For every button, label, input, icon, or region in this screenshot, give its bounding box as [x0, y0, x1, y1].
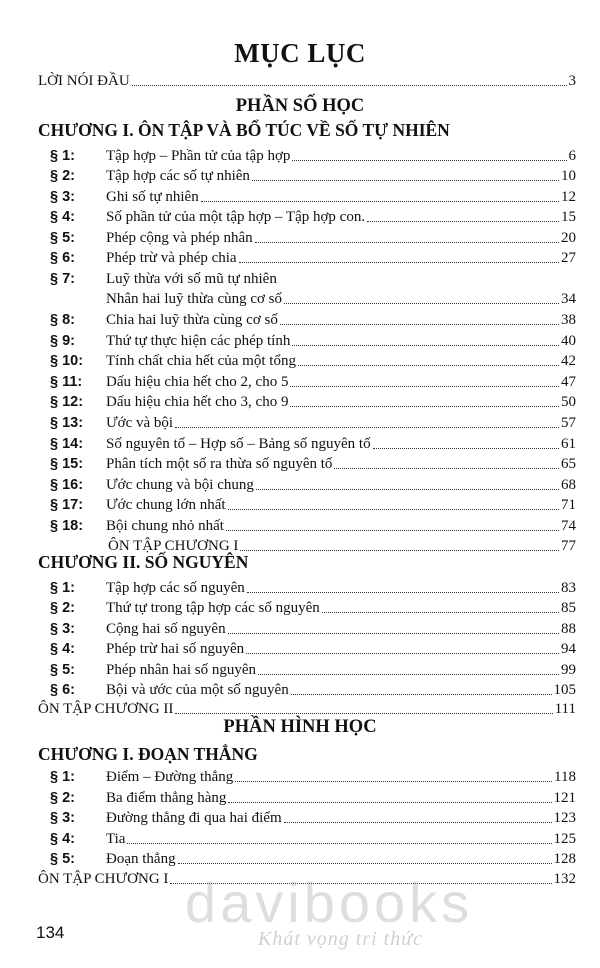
entry-title: Phép trừ và phép chia	[106, 250, 237, 266]
entry-page: 111	[554, 701, 576, 717]
entry-page: 83	[561, 580, 576, 596]
toc-entry[interactable]	[50, 309, 576, 329]
entry-page: 50	[561, 394, 576, 410]
entry-page: 132	[553, 871, 576, 887]
toc-entry[interactable]	[50, 766, 576, 786]
entry-title: Ba điểm thẳng hàng	[106, 790, 227, 806]
watermark-slogan: Khát vọng tri thức	[258, 928, 424, 950]
leader-dots	[175, 427, 559, 428]
entry-page: 57	[561, 415, 576, 431]
leader-dots	[132, 85, 567, 86]
section-number: § 1:	[50, 769, 75, 785]
leader-dots	[284, 822, 552, 823]
entry-title: Bội chung nhỏ nhất	[106, 518, 224, 534]
section-number: § 4:	[50, 831, 75, 847]
entry-page: 88	[561, 621, 576, 637]
page-title: MỤC LỤC	[234, 38, 366, 68]
entry-page: 40	[561, 333, 576, 349]
entry-page: 74	[561, 518, 576, 534]
leader-dots	[298, 365, 559, 366]
section-number: § 5:	[50, 851, 75, 867]
entry-title: Thứ tự thực hiện các phép tính	[106, 333, 291, 349]
section-number: § 5:	[50, 662, 75, 678]
entry-title: Bội và ước của một số nguyên	[106, 682, 289, 698]
section-number: § 6:	[50, 682, 75, 698]
toc-entry[interactable]	[50, 577, 576, 597]
entry-page: 128	[553, 851, 576, 867]
leader-dots	[292, 345, 559, 346]
entry-page: 121	[553, 790, 576, 806]
leader-dots	[290, 406, 559, 407]
toc-entry[interactable]	[50, 787, 576, 807]
toc-entry[interactable]	[50, 828, 576, 848]
leader-dots	[290, 386, 559, 387]
section-number: § 7:	[50, 271, 75, 287]
toc-entry[interactable]	[50, 350, 576, 370]
section-number: § 4:	[50, 209, 75, 225]
section-number: § 4:	[50, 641, 75, 657]
toc-entry[interactable]	[50, 165, 576, 185]
leader-dots	[280, 324, 559, 325]
section-number: § 6:	[50, 250, 75, 266]
entry-title: Ước chung lớn nhất	[106, 497, 226, 513]
leader-dots	[373, 448, 559, 449]
toc-entry[interactable]	[50, 618, 576, 638]
entry-page: 85	[561, 600, 576, 616]
leader-dots	[127, 843, 551, 844]
toc-entry[interactable]	[50, 206, 576, 226]
toc-entry[interactable]	[50, 186, 576, 206]
entry-page: 20	[561, 230, 576, 246]
entry-title: Tập hợp các số tự nhiên	[106, 168, 250, 184]
entry-page: 12	[561, 189, 576, 205]
entry-page: 99	[561, 662, 576, 678]
toc-entry[interactable]	[50, 433, 576, 453]
toc-entry[interactable]	[50, 268, 576, 288]
entry-title: Cộng hai số nguyên	[106, 621, 226, 637]
toc-entry[interactable]	[50, 371, 576, 391]
entry-page: 123	[553, 810, 576, 826]
entry-page: 10	[561, 168, 576, 184]
leader-dots	[246, 653, 559, 654]
toc-intro-text: LỜI NÓI ĐẦU	[38, 73, 130, 89]
section-number: § 2:	[50, 600, 75, 616]
toc-entry[interactable]	[50, 494, 576, 514]
section-number: § 2:	[50, 790, 75, 806]
chapter-2-title: CHƯƠNG II. SỐ NGUYÊN	[38, 552, 249, 572]
entry-title: Đường thẳng đi qua hai điểm	[106, 810, 282, 826]
leader-dots	[252, 180, 559, 181]
toc-entry[interactable]	[50, 247, 576, 267]
leader-dots	[226, 530, 559, 531]
entry-page: 68	[561, 477, 576, 493]
entry-page: 125	[553, 831, 576, 847]
toc-entry[interactable]	[50, 227, 576, 247]
toc-intro[interactable]	[38, 70, 576, 90]
entry-page: 15	[561, 209, 576, 225]
toc-entry[interactable]	[50, 807, 576, 827]
toc-entry[interactable]	[50, 638, 576, 658]
entry-title: Dấu hiệu chia hết cho 2, cho 5	[106, 374, 289, 390]
section-number: § 10:	[50, 353, 84, 369]
part-heading-arithmetic: PHẦN SỐ HỌC	[235, 96, 365, 116]
section-number: § 11:	[50, 374, 83, 390]
leader-dots	[240, 550, 559, 551]
toc-intro-page: 3	[568, 73, 576, 89]
chapter-1-title: CHƯƠNG I. ÔN TẬP VÀ BỔ TÚC VỀ SỐ TỰ NHIÊN	[38, 120, 450, 140]
leader-dots	[178, 863, 552, 864]
entry-title: Phép nhân hai số nguyên	[106, 662, 256, 678]
entry-title: Số phần tử của một tập hợp – Tập hợp con.	[106, 209, 366, 225]
entry-title: Nhân hai luỹ thừa cùng cơ số	[106, 291, 283, 307]
entry-title: Ước chung và bội chung	[106, 477, 254, 493]
toc-entry-continued[interactable]	[106, 288, 576, 308]
section-number: § 18:	[50, 518, 84, 534]
entry-page: 65	[561, 456, 576, 472]
section-number: § 15:	[50, 456, 84, 472]
leader-dots	[256, 489, 559, 490]
section-number: § 5:	[50, 230, 75, 246]
leader-dots	[258, 674, 559, 675]
toc-entry[interactable]	[50, 412, 576, 432]
entry-title: Số nguyên tố – Hợp số – Bảng số nguyên tố	[106, 436, 371, 452]
toc-entry[interactable]	[50, 597, 576, 617]
part-heading-geometry: PHẦN HÌNH HỌC	[223, 717, 377, 737]
entry-page: 77	[561, 538, 576, 554]
entry-title: Chia hai luỹ thừa cùng cơ số	[106, 312, 278, 328]
section-number: § 2:	[50, 168, 75, 184]
watermark-brand: davibooks	[185, 871, 474, 934]
entry-page: 61	[561, 436, 576, 452]
entry-page: 6	[568, 148, 576, 164]
entry-page: 34	[561, 291, 576, 307]
entry-title: Phân tích một số ra thừa số nguyên tố	[106, 456, 333, 472]
leader-dots	[201, 201, 559, 202]
toc-entry[interactable]	[50, 515, 576, 535]
leader-dots	[228, 509, 559, 510]
entry-page: 105	[553, 682, 576, 698]
toc-entry[interactable]	[50, 474, 576, 494]
entry-title: Đoạn thẳng	[106, 851, 176, 867]
toc-entry[interactable]	[50, 453, 576, 473]
entry-page: 47	[561, 374, 576, 390]
section-number: § 12:	[50, 394, 84, 410]
leader-dots	[322, 612, 559, 613]
entry-title: Tập hợp – Phần tử của tập hợp	[106, 148, 291, 164]
section-number: § 13:	[50, 415, 84, 431]
leader-dots	[284, 303, 559, 304]
toc-entry[interactable]	[50, 848, 576, 868]
leader-dots	[228, 633, 559, 634]
entry-page: 42	[561, 353, 576, 369]
section-number: § 3:	[50, 810, 75, 826]
section-number: § 14:	[50, 436, 84, 452]
entry-title: Tập hợp các số nguyên	[106, 580, 245, 596]
chapter-geometry-title: CHƯƠNG I. ĐOẠN THẲNG	[38, 744, 258, 764]
toc-entry[interactable]	[50, 679, 576, 699]
leader-dots	[255, 242, 559, 243]
entry-title: Dấu hiệu chia hết cho 3, cho 9	[106, 394, 289, 410]
entry-title: Phép trừ hai số nguyên	[106, 641, 245, 657]
leader-dots	[175, 713, 552, 714]
toc-entry[interactable]	[50, 659, 576, 679]
entry-page: 118	[554, 769, 576, 785]
entry-title: Luỹ thừa với số mũ tự nhiên	[106, 271, 277, 287]
section-number: § 3:	[50, 189, 75, 205]
page-number: 134	[36, 923, 65, 942]
section-number: § 16:	[50, 477, 84, 493]
entry-page: 94	[561, 641, 576, 657]
leader-dots	[334, 468, 559, 469]
entry-title: Tính chất chia hết của một tổng	[106, 353, 296, 369]
toc-entry[interactable]	[50, 145, 576, 165]
entry-title: ÔN TẬP CHƯƠNG II	[38, 701, 174, 717]
section-number: § 17:	[50, 497, 84, 513]
toc-entry[interactable]	[50, 391, 576, 411]
entry-title: Ghi số tự nhiên	[106, 189, 199, 205]
toc-review-entry[interactable]	[38, 698, 576, 718]
section-number: § 1:	[50, 580, 75, 596]
entry-title: Tia	[106, 831, 126, 847]
leader-dots	[239, 262, 559, 263]
entry-page: 38	[561, 312, 576, 328]
leader-dots	[291, 694, 552, 695]
entry-title: ÔN TẬP CHƯƠNG I	[108, 538, 239, 554]
leader-dots	[235, 781, 552, 782]
entry-title: Thứ tự trong tập hợp các số nguyên	[106, 600, 320, 616]
leader-dots	[228, 802, 551, 803]
entry-title: Phép cộng và phép nhân	[106, 230, 253, 246]
section-number: § 1:	[50, 148, 75, 164]
entry-title: ÔN TẬP CHƯƠNG I	[38, 871, 169, 887]
leader-dots	[292, 160, 566, 161]
leader-dots	[247, 592, 559, 593]
entry-title: Ước và bội	[106, 415, 174, 431]
section-number: § 3:	[50, 621, 75, 637]
toc-entry[interactable]	[50, 330, 576, 350]
entry-title: Điểm – Đường thẳng	[106, 769, 234, 785]
leader-dots	[367, 221, 559, 222]
entry-page: 27	[561, 250, 576, 266]
entry-page: 71	[561, 497, 576, 513]
section-number: § 8:	[50, 312, 75, 328]
section-number: § 9:	[50, 333, 75, 349]
